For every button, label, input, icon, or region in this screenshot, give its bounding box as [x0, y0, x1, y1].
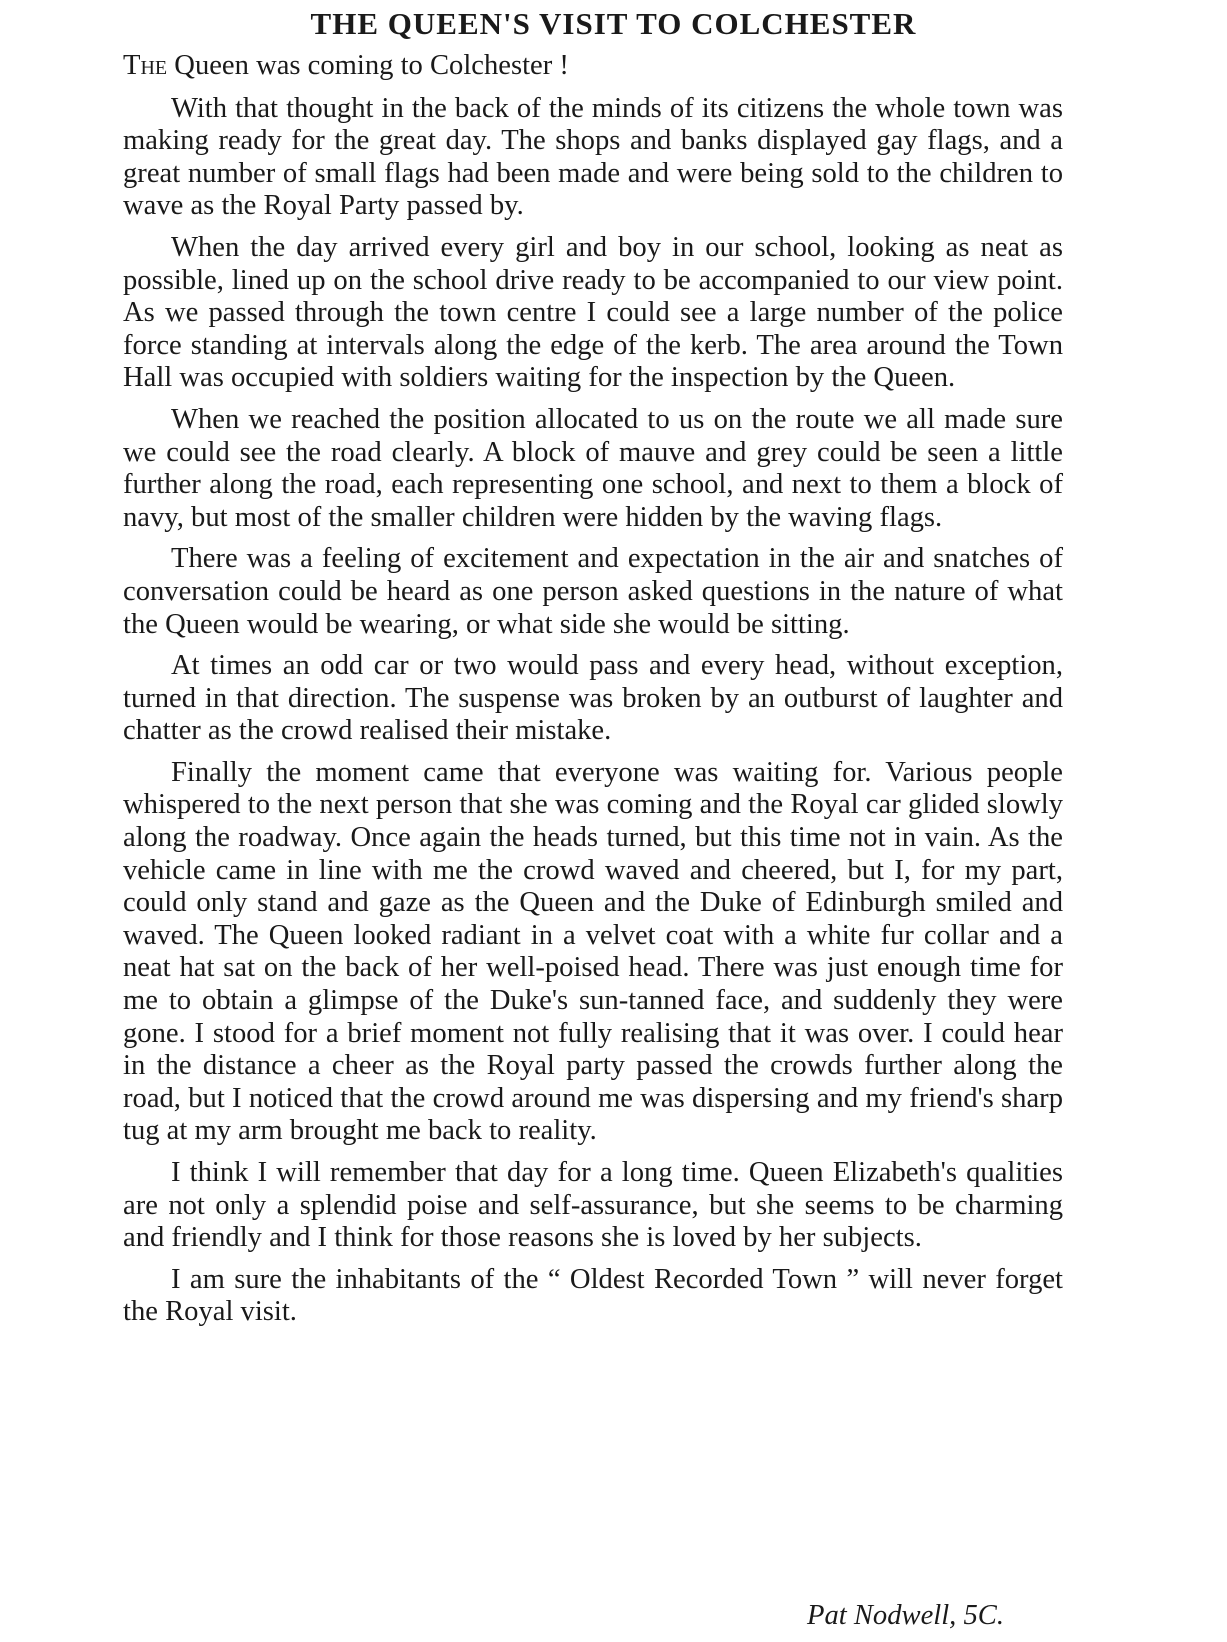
paragraph-7: I think I will remember that day for a long time. Queen Elizabeth's qualities are not only a splendid poise and self-assurance, but she seems to be charming and friendly and I think for those reasons she is loved by her subjects. — [123, 1157, 1063, 1254]
paragraph-4: There was a feeling of excitement and expectation in the air and snatches of conversation could be heard as one person asked questions in the nature of what the Queen would be wearing, or what side she would be sitting. — [123, 543, 1063, 640]
paragraph-6: Finally the moment came that everyone was waiting for. Various people whispered to the next person that she was coming and the Royal car glided slowly along the roadway. Once again the heads turned, but this time not in vain. As the vehicle came in line with me the crowd waved and cheered, but I, for my part, could only stand and gaze as the Queen and the Duke of Edinburgh smiled and waved. The Queen looked radiant in a velvet coat with a white fur collar and a neat hat sat on the back of her well-poised head. There was just enough time for me to obtain a glimpse of the Duke's sun-tanned face, and suddenly they were gone. I stood for a brief moment not fully realising that it was over. I could hear in the distance a cheer as the Royal party passed the crowds further along the road, but I noticed that the crowd around me was dispersing and my friend's sharp tug at my arm brought me back to reality. — [123, 756, 1063, 1147]
article-title: THE QUEEN'S VISIT TO COLCHESTER — [310, 6, 917, 41]
author-signature: Pat Nodwell, 5C. — [807, 1600, 1004, 1631]
opening-word: The — [123, 50, 168, 81]
paragraph-1: With that thought in the back of the minds of its citizens the whole town was making ready for the great day. The shops and banks displayed gay flags, and a great number of small flags had been made and were being sold to the children to wave as the Royal Party passed by. — [123, 92, 1063, 222]
opening-rest: Queen was coming to Colchester ! — [167, 50, 569, 81]
paragraph-2: When the day arrived every girl and boy in our school, looking as neat as possible, lined up on the school drive ready to be accompanied to our view point. As we passed through the town centre I could see a large number of the police force standing at intervals along the edge of the kerb. The area around the Town Hall was occupied with soldiers waiting for the inspection by the Queen. — [123, 231, 1063, 394]
paragraph-3: When we reached the position allocated to us on the route we all made sure we could see the road clearly. A block of mauve and grey could be seen a little further along the road, each representing one school, and next to them a block of navy, but most of the smaller children were hidden by the waving flags. — [123, 403, 1063, 533]
paragraph-8: I am sure the inhabitants of the “ Oldest Recorded Town ” will never forget the Royal visit. — [123, 1263, 1063, 1328]
article-body — [123, 50, 1063, 1338]
opening-line — [123, 50, 1063, 83]
paragraph-5: At times an odd car or two would pass and every head, without exception, turned in that direction. The suspense was broken by an outburst of laughter and chatter as the crowd realised their mistake. — [123, 650, 1063, 747]
